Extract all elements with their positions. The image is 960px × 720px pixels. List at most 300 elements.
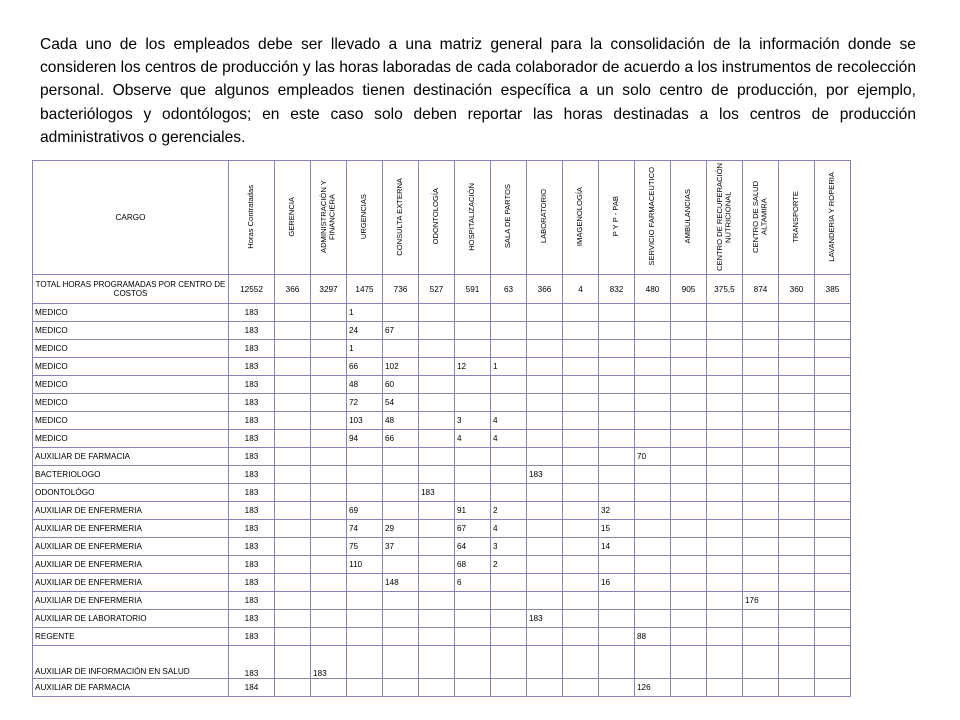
hours-cell: [599, 412, 635, 430]
hours-cell: 183: [229, 376, 275, 394]
hours-cell: 183: [229, 430, 275, 448]
hours-cell: [347, 466, 383, 484]
hours-cell: [743, 304, 779, 322]
hours-cell: [815, 304, 851, 322]
hours-cell: [275, 466, 311, 484]
hours-cell: [671, 304, 707, 322]
hours-cell: [455, 592, 491, 610]
hours-cell: [455, 304, 491, 322]
hours-cell: [419, 592, 455, 610]
hours-cell: [671, 610, 707, 628]
hours-cell: [815, 358, 851, 376]
hours-cell: [563, 430, 599, 448]
hours-cell: [671, 448, 707, 466]
hours-cell: [563, 376, 599, 394]
hours-cell: [743, 412, 779, 430]
cargo-cell: AUXILIAR DE LABORATORIO: [33, 610, 229, 628]
hours-cell: [419, 520, 455, 538]
hours-cell: 68: [455, 556, 491, 574]
hours-cell: [563, 574, 599, 592]
hours-cell: [563, 394, 599, 412]
hours-cell: [707, 430, 743, 448]
column-header-label: LABORATORIO: [539, 189, 549, 244]
table-row: [33, 466, 851, 484]
column-header: [275, 161, 311, 275]
hours-cell: [815, 628, 851, 646]
hours-cell: 176: [743, 592, 779, 610]
hours-cell: [311, 322, 347, 340]
hours-cell: [563, 412, 599, 430]
column-header: [815, 161, 851, 275]
hours-cell: [707, 358, 743, 376]
hours-cell: [311, 358, 347, 376]
cargo-cell: AUXILIAR DE INFORMACIÓN EN SALUD: [33, 646, 229, 679]
hours-cell: [527, 679, 563, 697]
hours-cell: [419, 394, 455, 412]
hours-cell: [635, 646, 671, 679]
hours-cell: [563, 340, 599, 358]
hours-cell: [275, 376, 311, 394]
hours-cell: 183: [229, 358, 275, 376]
hours-cell: 48: [383, 412, 419, 430]
hours-cell: [527, 448, 563, 466]
hours-cell: [383, 610, 419, 628]
hours-cell: [779, 412, 815, 430]
hours-cell: [491, 322, 527, 340]
column-header: [563, 161, 599, 275]
hours-cell: [779, 520, 815, 538]
hours-cell: [347, 628, 383, 646]
hours-cell: 32: [599, 502, 635, 520]
column-header-label: IMAGENOLOGÍA: [575, 186, 585, 247]
column-header-label: GERENCIA: [287, 196, 297, 237]
hours-cell: 75: [347, 538, 383, 556]
hours-matrix-table: [32, 160, 851, 697]
cargo-cell: MEDICO: [33, 304, 229, 322]
hours-cell: [671, 412, 707, 430]
hours-cell: [743, 502, 779, 520]
hours-cell: [311, 556, 347, 574]
hours-cell: 88: [635, 628, 671, 646]
hours-cell: [455, 646, 491, 679]
hours-cell: 183: [229, 628, 275, 646]
hours-cell: [815, 448, 851, 466]
hours-cell: [743, 394, 779, 412]
matrix-body: [33, 161, 851, 697]
hours-cell: [815, 376, 851, 394]
hours-cell: 1: [347, 304, 383, 322]
hours-cell: [491, 646, 527, 679]
hours-cell: [779, 322, 815, 340]
hours-cell: [455, 322, 491, 340]
hours-cell: [275, 448, 311, 466]
hours-cell: [527, 592, 563, 610]
totals-row: [33, 275, 851, 304]
column-header-label: CENTRO DE SALUD ALTAMIRA: [751, 180, 769, 253]
hours-cell: [419, 646, 455, 679]
hours-cell: [599, 322, 635, 340]
hours-cell: [599, 394, 635, 412]
hours-cell: [455, 628, 491, 646]
hours-cell: [527, 358, 563, 376]
cargo-cell: AUXILIAR DE ENFERMERIA: [33, 502, 229, 520]
hours-cell: [455, 448, 491, 466]
hours-cell: [671, 538, 707, 556]
hours-cell: 69: [347, 502, 383, 520]
hours-cell: [563, 322, 599, 340]
hours-cell: 183: [419, 484, 455, 502]
cargo-cell: AUXILIAR DE FARMACIA: [33, 679, 229, 697]
hours-cell: 183: [229, 502, 275, 520]
hours-cell: 29: [383, 520, 419, 538]
hours-cell: [635, 592, 671, 610]
hours-cell: [419, 628, 455, 646]
column-header: [599, 161, 635, 275]
total-cell: 360: [779, 275, 815, 304]
hours-cell: [563, 466, 599, 484]
cargo-cell: MEDICO: [33, 394, 229, 412]
hours-cell: [275, 538, 311, 556]
hours-cell: [815, 679, 851, 697]
cargo-cell: MEDICO: [33, 358, 229, 376]
hours-cell: [419, 466, 455, 484]
hours-cell: [635, 466, 671, 484]
hours-cell: [743, 376, 779, 394]
hours-cell: [743, 430, 779, 448]
hours-cell: [707, 574, 743, 592]
hours-cell: [527, 412, 563, 430]
hours-cell: [491, 304, 527, 322]
hours-cell: [383, 448, 419, 466]
hours-cell: [707, 304, 743, 322]
cargo-header: CARGO: [33, 161, 229, 275]
table-row: [33, 448, 851, 466]
hours-cell: [527, 538, 563, 556]
hours-cell: 64: [455, 538, 491, 556]
hours-cell: [779, 646, 815, 679]
hours-cell: [779, 679, 815, 697]
hours-cell: [347, 574, 383, 592]
hours-cell: [707, 538, 743, 556]
hours-cell: [779, 358, 815, 376]
table-row: [33, 610, 851, 628]
total-cell: 527: [419, 275, 455, 304]
total-cell: 832: [599, 275, 635, 304]
column-header: [635, 161, 671, 275]
column-header-label: AMBULANCIAS: [683, 189, 693, 244]
hours-cell: [563, 628, 599, 646]
hours-cell: [707, 646, 743, 679]
hours-cell: 126: [635, 679, 671, 697]
hours-cell: 183: [229, 538, 275, 556]
hours-cell: [275, 322, 311, 340]
hours-cell: [779, 340, 815, 358]
hours-cell: [527, 574, 563, 592]
table-row: [33, 502, 851, 520]
hours-cell: [275, 574, 311, 592]
hours-cell: [743, 466, 779, 484]
hours-cell: 103: [347, 412, 383, 430]
hours-cell: [599, 466, 635, 484]
hours-cell: [275, 358, 311, 376]
hours-cell: [275, 646, 311, 679]
hours-cell: [275, 520, 311, 538]
hours-cell: [671, 358, 707, 376]
hours-cell: 12: [455, 358, 491, 376]
hours-cell: [311, 466, 347, 484]
hours-cell: [707, 340, 743, 358]
hours-cell: [707, 412, 743, 430]
hours-cell: [275, 340, 311, 358]
column-header: [779, 161, 815, 275]
hours-cell: [275, 592, 311, 610]
hours-cell: [455, 610, 491, 628]
hours-cell: [635, 610, 671, 628]
hours-cell: [635, 322, 671, 340]
hours-cell: 3: [455, 412, 491, 430]
hours-cell: [743, 520, 779, 538]
hours-cell: [491, 484, 527, 502]
hours-cell: 16: [599, 574, 635, 592]
hours-cell: [491, 610, 527, 628]
hours-cell: [671, 628, 707, 646]
hours-cell: [779, 592, 815, 610]
hours-cell: [311, 430, 347, 448]
hours-cell: 4: [491, 520, 527, 538]
hours-cell: [815, 412, 851, 430]
total-cell: 736: [383, 275, 419, 304]
hours-cell: [815, 394, 851, 412]
total-cell: 1475: [347, 275, 383, 304]
hours-cell: [419, 430, 455, 448]
hours-cell: 60: [383, 376, 419, 394]
hours-cell: [455, 394, 491, 412]
hours-cell: [599, 376, 635, 394]
cargo-cell: MEDICO: [33, 376, 229, 394]
hours-cell: [455, 484, 491, 502]
totals-label: TOTAL HORAS PROGRAMADAS POR CENTRO DE COSTOS: [33, 275, 229, 304]
column-header: [743, 161, 779, 275]
hours-cell: 14: [599, 538, 635, 556]
hours-cell: [455, 466, 491, 484]
cargo-cell: MEDICO: [33, 412, 229, 430]
hours-cell: [311, 340, 347, 358]
hours-cell: [563, 484, 599, 502]
hours-cell: [419, 610, 455, 628]
hours-cell: 183: [229, 484, 275, 502]
hours-cell: [491, 574, 527, 592]
total-cell: 905: [671, 275, 707, 304]
hours-cell: [527, 322, 563, 340]
hours-cell: [815, 502, 851, 520]
hours-cell: [671, 502, 707, 520]
hours-cell: 66: [383, 430, 419, 448]
hours-cell: 183: [229, 394, 275, 412]
hours-cell: [635, 484, 671, 502]
hours-cell: [527, 646, 563, 679]
hours-cell: [779, 376, 815, 394]
hours-cell: [527, 340, 563, 358]
hours-cell: [275, 610, 311, 628]
hours-cell: [815, 466, 851, 484]
table-row: [33, 574, 851, 592]
hours-cell: [743, 340, 779, 358]
hours-cell: [311, 592, 347, 610]
column-header-label: Horas Contratadas: [246, 184, 256, 249]
hours-cell: [671, 556, 707, 574]
hours-cell: 183: [229, 646, 275, 679]
column-header: [707, 161, 743, 275]
hours-cell: [635, 574, 671, 592]
total-cell: 375,5: [707, 275, 743, 304]
hours-cell: [671, 592, 707, 610]
hours-cell: [779, 628, 815, 646]
table-row: [33, 556, 851, 574]
hours-cell: [455, 679, 491, 697]
hours-cell: [311, 394, 347, 412]
hours-cell: [743, 556, 779, 574]
hours-cell: [383, 304, 419, 322]
column-header-label: SALA DE PARTOS: [503, 184, 513, 249]
hours-cell: [419, 502, 455, 520]
hours-cell: [491, 376, 527, 394]
hours-cell: [743, 538, 779, 556]
hours-cell: 183: [229, 412, 275, 430]
hours-cell: 94: [347, 430, 383, 448]
hours-cell: [635, 376, 671, 394]
hours-cell: 184: [229, 679, 275, 697]
hours-cell: [347, 646, 383, 679]
hours-cell: [743, 610, 779, 628]
hours-cell: [671, 520, 707, 538]
hours-cell: [779, 394, 815, 412]
total-cell: 63: [491, 275, 527, 304]
table-row: [33, 412, 851, 430]
hours-cell: [455, 376, 491, 394]
hours-cell: [419, 376, 455, 394]
hours-cell: [383, 592, 419, 610]
table-row: [33, 538, 851, 556]
hours-cell: [671, 574, 707, 592]
hours-cell: [707, 448, 743, 466]
hours-cell: [275, 628, 311, 646]
hours-cell: [635, 430, 671, 448]
hours-cell: 183: [229, 340, 275, 358]
hours-cell: [527, 520, 563, 538]
hours-cell: [815, 520, 851, 538]
column-header-label: SERVICIO FARMACEUTICO: [647, 167, 657, 266]
hours-cell: [347, 610, 383, 628]
column-header: [419, 161, 455, 275]
hours-cell: [275, 394, 311, 412]
hours-cell: 183: [229, 322, 275, 340]
total-cell: 366: [527, 275, 563, 304]
hours-cell: [491, 394, 527, 412]
table-row: [33, 376, 851, 394]
table-row: [33, 304, 851, 322]
hours-cell: [383, 466, 419, 484]
cargo-cell: AUXILIAR DE ENFERMERIA: [33, 592, 229, 610]
hours-cell: 1: [491, 358, 527, 376]
hours-cell: [563, 502, 599, 520]
hours-cell: [275, 502, 311, 520]
hours-cell: [419, 358, 455, 376]
hours-cell: [563, 304, 599, 322]
hours-cell: [491, 340, 527, 358]
intro-paragraph: Cada uno de los empleados debe ser llevado a una matriz general para la consolidación de la información donde se consideren los centros de producción y las horas laboradas de cada colaborador de acuerdo a los instrumentos de recolección personal. Observe que algunos empleados tienen destinación específica a un solo centro de producción, por ejemplo, bacteriólogos y odontólogos; en este caso solo deben reportar las horas destinadas a los centros de producción administrativos o gerenciales.: [40, 36, 916, 146]
table-row: [33, 394, 851, 412]
hours-cell: [743, 628, 779, 646]
column-header: [491, 161, 527, 275]
hours-cell: [815, 556, 851, 574]
hours-cell: 66: [347, 358, 383, 376]
total-cell: 480: [635, 275, 671, 304]
hours-cell: 183: [229, 574, 275, 592]
hours-cell: [347, 484, 383, 502]
column-header-label: LAVANDERIA Y ROPERIA: [827, 171, 837, 262]
table-row: [33, 592, 851, 610]
hours-cell: [599, 592, 635, 610]
hours-cell: [671, 322, 707, 340]
hours-cell: [527, 430, 563, 448]
cargo-cell: AUXILIAR DE ENFERMERIA: [33, 556, 229, 574]
hours-cell: 24: [347, 322, 383, 340]
hours-cell: [743, 646, 779, 679]
hours-cell: [743, 448, 779, 466]
hours-cell: [707, 592, 743, 610]
hours-cell: 3: [491, 538, 527, 556]
table-row: [33, 679, 851, 697]
hours-cell: [563, 556, 599, 574]
hours-cell: [815, 574, 851, 592]
hours-cell: [491, 448, 527, 466]
hours-cell: 91: [455, 502, 491, 520]
hours-cell: [347, 592, 383, 610]
hours-cell: [779, 556, 815, 574]
hours-cell: [275, 556, 311, 574]
hours-cell: [815, 340, 851, 358]
hours-cell: [347, 679, 383, 697]
hours-cell: [455, 340, 491, 358]
hours-cell: [779, 538, 815, 556]
hours-cell: [491, 628, 527, 646]
column-header: [311, 161, 347, 275]
hours-cell: [491, 592, 527, 610]
total-cell: 4: [563, 275, 599, 304]
hours-cell: [707, 376, 743, 394]
hours-cell: [707, 502, 743, 520]
hours-cell: [599, 304, 635, 322]
hours-cell: [383, 340, 419, 358]
hours-cell: [311, 448, 347, 466]
hours-cell: 183: [527, 610, 563, 628]
hours-cell: 15: [599, 520, 635, 538]
hours-cell: [671, 394, 707, 412]
hours-cell: [311, 412, 347, 430]
column-header-label: ODONTOLOGÍA: [431, 188, 441, 245]
hours-cell: 4: [455, 430, 491, 448]
hours-cell: [419, 412, 455, 430]
column-header: [671, 161, 707, 275]
hours-cell: [419, 679, 455, 697]
hours-cell: 54: [383, 394, 419, 412]
hours-cell: [635, 340, 671, 358]
hours-cell: [311, 304, 347, 322]
hours-cell: [707, 610, 743, 628]
hours-cell: [815, 484, 851, 502]
hours-cell: [563, 592, 599, 610]
hours-cell: [311, 628, 347, 646]
